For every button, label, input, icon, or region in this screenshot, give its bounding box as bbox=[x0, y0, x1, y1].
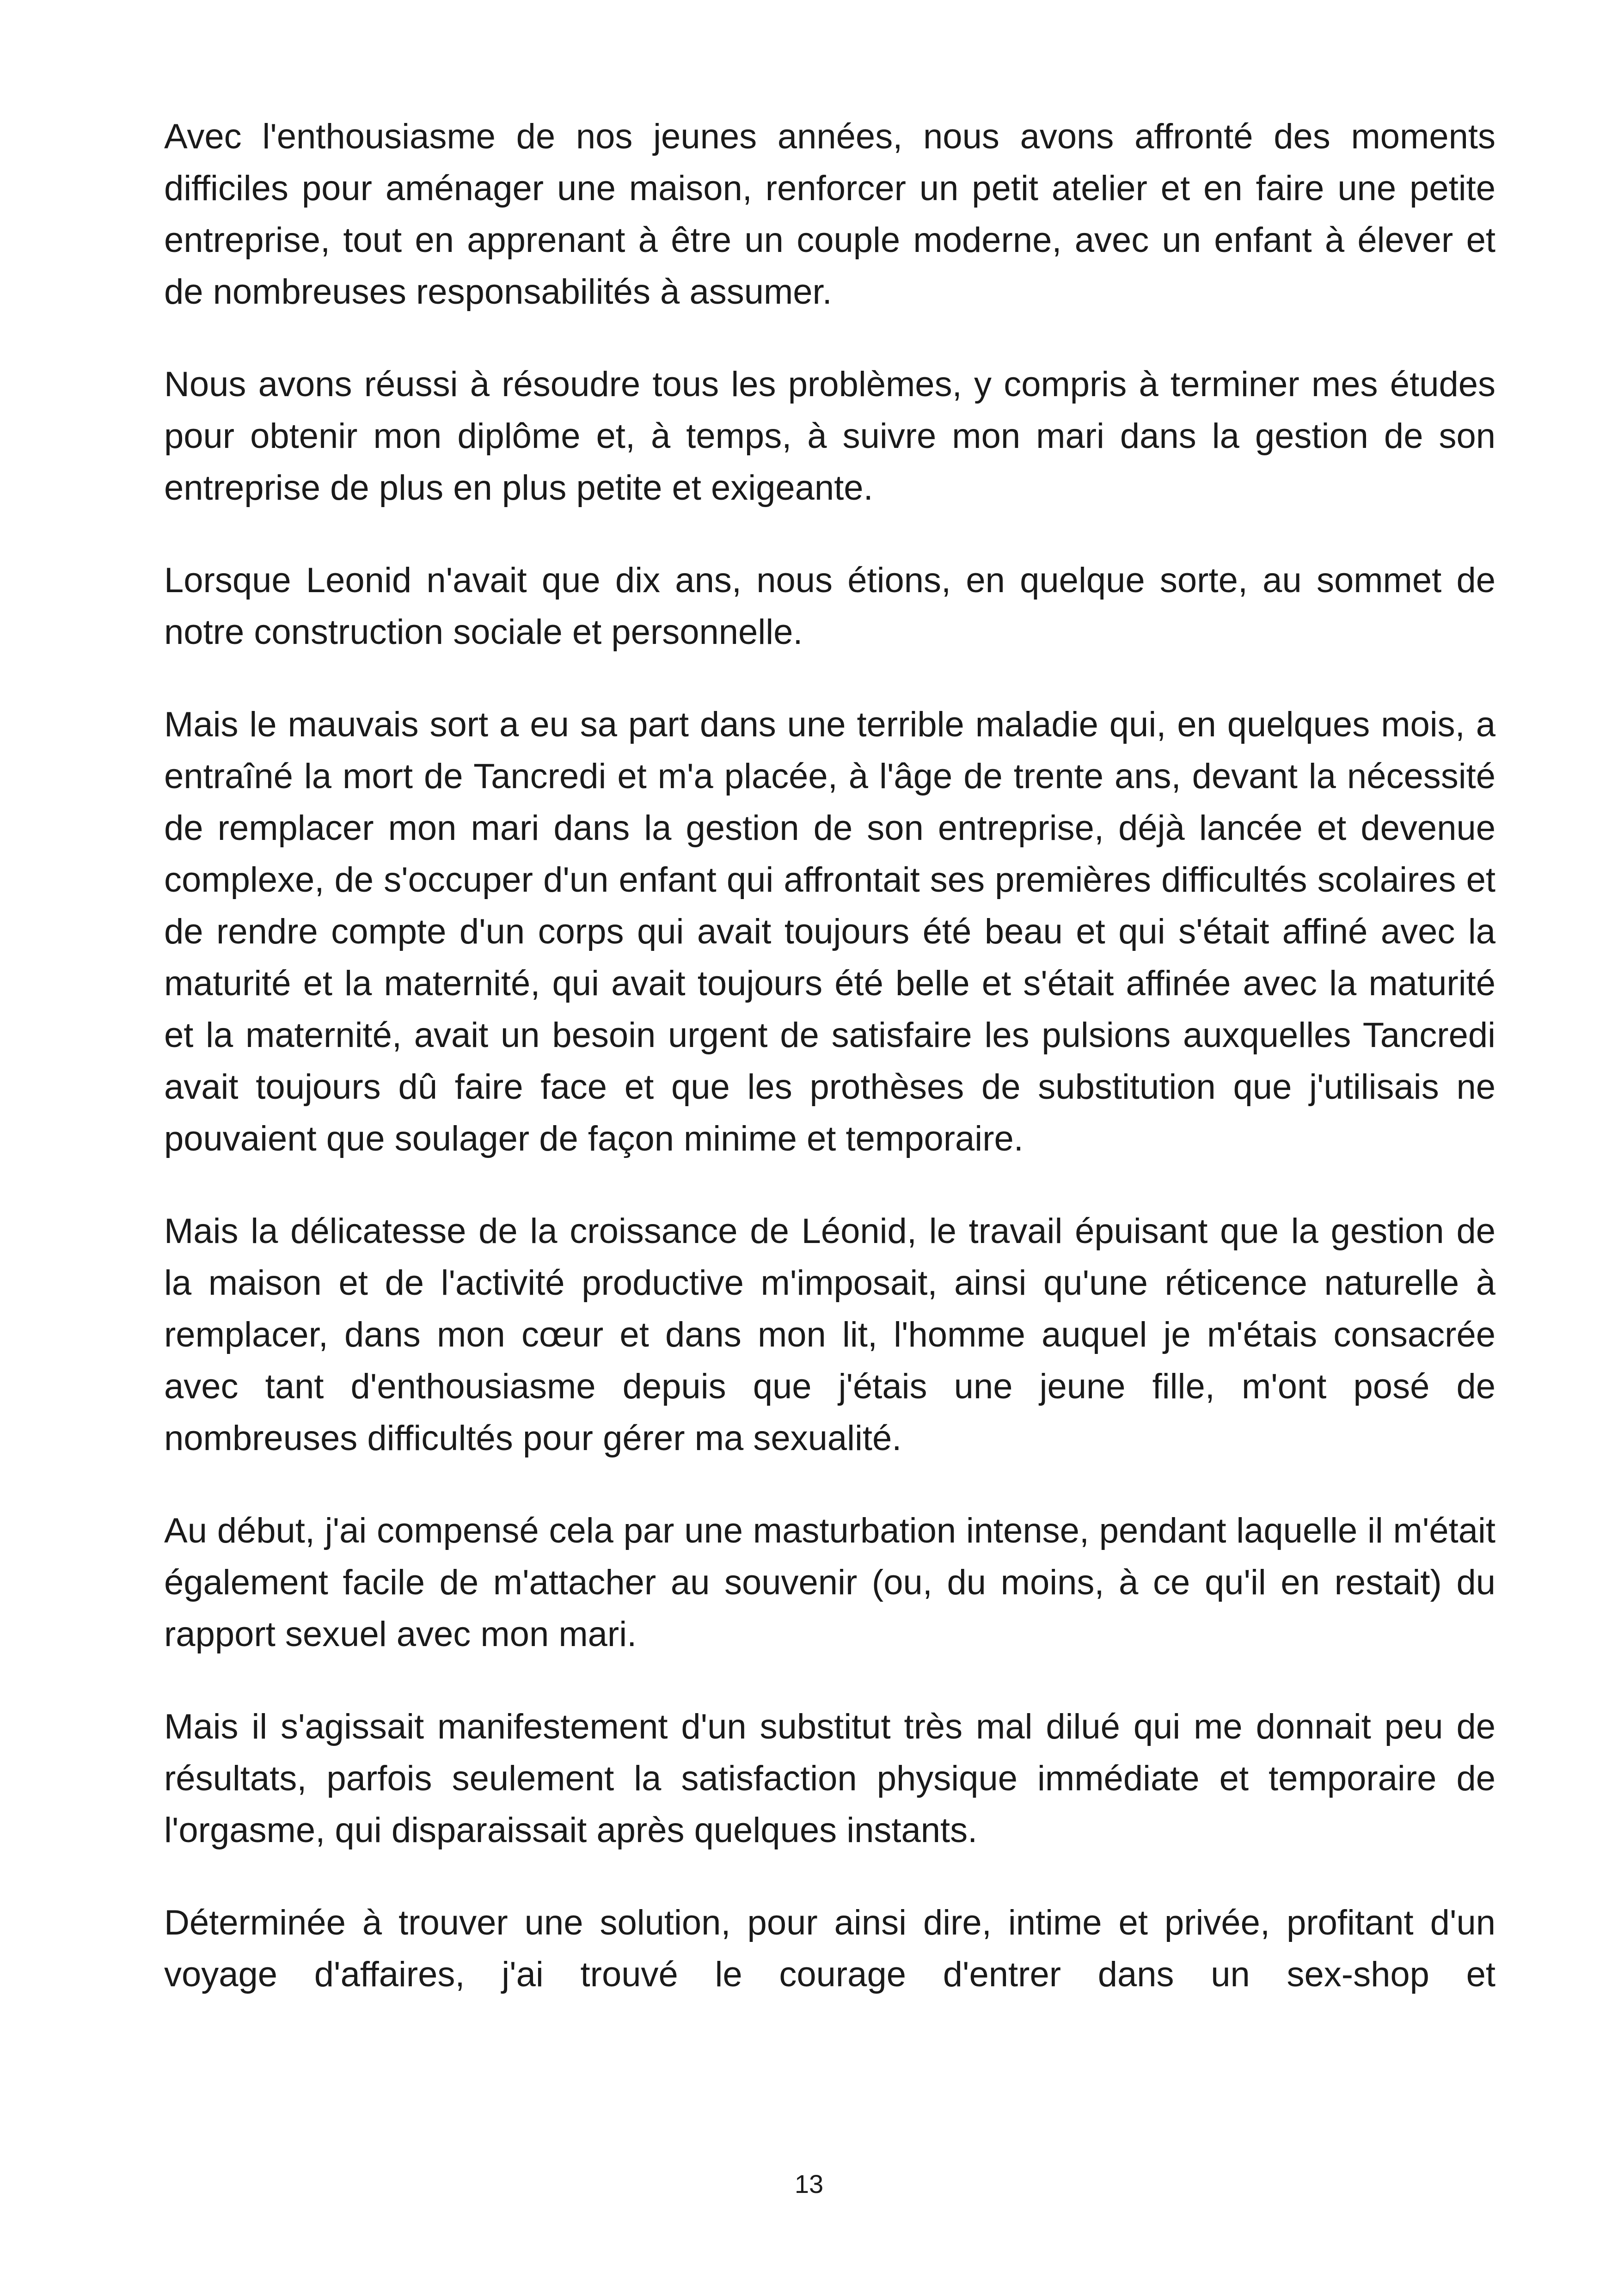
paragraph-8: Déterminée à trouver une solution, pour ainsi dire, intime et privée, profitant d'un voyage d'affaires, j'ai trouvé le courage d'entrer dans un sex-shop et bbox=[164, 1903, 1495, 1994]
paragraph-6: Au début, j'ai compensé cela par une masturbation intense, pendant laquelle il m'était également facile de m'attacher au souvenir (ou, du moins, à ce qu'il en restait) du rapport sexuel avec mon mari. bbox=[164, 1511, 1495, 1654]
paragraph-1: Avec l'enthousiasme de nos jeunes années, nous avons affronté des moments difficiles pour aménager une maison, renforcer un petit atelier et en faire une petite entreprise, tout en apprenant à être un couple moderne, avec un enfant à élever et de nombreuses responsabilités à assumer. bbox=[164, 117, 1495, 312]
text-body bbox=[164, 111, 1495, 2001]
paragraph-2: Nous avons réussi à résoudre tous les problèmes, y compris à terminer mes études pour obtenir mon diplôme et, à temps, à suivre mon mari dans la gestion de son entreprise de plus en plus petite et exigeante. bbox=[164, 365, 1495, 508]
paragraph-5: Mais la délicatesse de la croissance de Léonid, le travail épuisant que la gestion de la maison et de l'activité productive m'imposait, ainsi qu'une réticence naturelle à remplacer, dans mon cœur et dans mon lit, l'homme auquel je m'étais consacrée avec tant d'enthousiasme depuis que j'étais une jeune fille, m'ont posé de nombreuses difficultés pour gérer ma sexualité. bbox=[164, 1212, 1495, 1458]
paragraph-7: Mais il s'agissait manifestement d'un substitut très mal dilué qui me donnait peu de résultats, parfois seulement la satisfaction physique immédiate et temporaire de l'orgasme, qui disparaissait après quelques instants. bbox=[164, 1707, 1495, 1850]
page-number: 13 bbox=[794, 2169, 824, 2198]
paragraph-3: Lorsque Leonid n'avait que dix ans, nous étions, en quelque sorte, au sommet de notre construction sociale et personnelle. bbox=[164, 561, 1495, 652]
paragraph-4: Mais le mauvais sort a eu sa part dans une terrible maladie qui, en quelques mois, a entraîné la mort de Tancredi et m'a placée, à l'âge de trente ans, devant la nécessité de remplacer mon mari dans la gestion de son entreprise, déjà lancée et devenue complexe, de s'occuper d'un enfant qui affrontait ses premières difficultés scolaires et de rendre compte d'un corps qui avait toujours été beau et qui s'était affiné avec la maturité et la maternité, qui avait toujours été belle et s'était affinée avec la maturité et la maternité, avait un besoin urgent de satisfaire les pulsions auxquelles Tancredi avait toujours dû faire face et que les prothèses de substitution que j'utilisais ne pouvaient que soulager de façon minime et temporaire. bbox=[164, 705, 1495, 1158]
